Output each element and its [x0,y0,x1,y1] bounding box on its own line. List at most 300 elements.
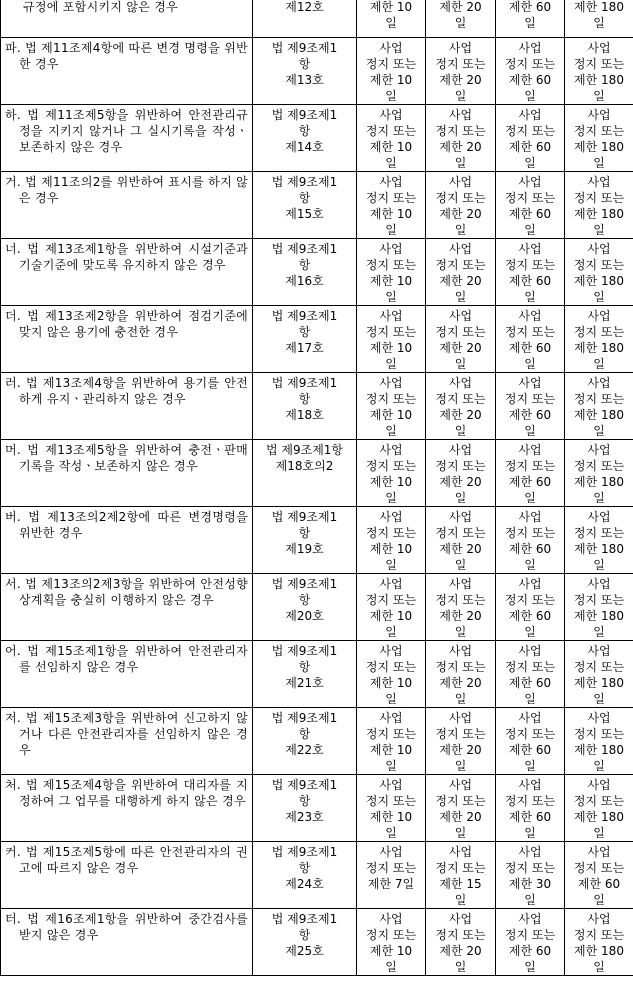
cell-line: 정지 또는 [365,660,417,674]
cell-line: 일 [593,156,605,170]
cell-line: 정지 또는 [365,57,417,71]
cell-line: 사업 [448,845,473,859]
cell-line: 제한 60 [508,810,552,824]
penalty-third-violation-cell [496,842,565,909]
penalty-second-violation-cell [426,775,496,842]
cell-line: 제한 10 [369,207,413,221]
penalty-second-violation-cell [426,842,496,909]
cell-line: 제한 180 [574,341,624,355]
cell-line: 정지 또는 [435,459,486,473]
penalty-first-violation-cell [357,105,426,172]
cell-line: 일 [454,893,467,907]
cell-line: 사업 [379,711,403,725]
cell-line: 사업 [448,711,473,725]
cell-line: 사업 [448,175,473,189]
cell-line: 정지 또는 [435,392,486,406]
cell-line: 정지 또는 [573,727,625,741]
violation-description-cell [1,842,253,909]
cell-line: 정지 또는 [365,191,417,205]
cell-line: 사업 [518,711,542,725]
table-row [1,440,633,507]
cell-line: 제한 20 [439,408,482,422]
cell-line: 정지 또는 [365,928,417,942]
cell-line: 일 [524,692,536,706]
cell-line: 제한 10 [369,609,413,623]
cell-line: 일 [385,558,397,572]
cell-line: 정지 또는 [435,191,486,205]
cell-line: 일 [524,424,536,438]
penalty-first-violation-cell [357,373,426,440]
cell-line: 제한 10 [369,542,413,556]
cell-line: 일 [524,357,536,371]
cell-line: 제한 10 [369,408,413,422]
penalty-second-violation-cell [426,909,496,976]
cell-line: 제한 10 [369,341,413,355]
cell-line: 정지 또는 [504,526,556,540]
table-row [1,574,633,641]
cell-line: 제한 180 [574,542,624,556]
cell-line: 일 [454,558,467,572]
legal-basis-cell: 법 제9조제1 항 제22호 [253,708,357,775]
cell-line: 일 [454,156,467,170]
cell-line: 제한 10 [369,743,413,757]
cell-line: 제한 60 [508,408,552,422]
penalty-fourth-violation-cell [565,775,633,842]
penalty-first-violation-cell [357,239,426,306]
cell-line: 사업 [379,912,403,926]
penalty-fourth-violation-cell [565,306,633,373]
cell-line: 제한 20 [439,73,482,87]
cell-line: 사업 [379,778,403,792]
cell-line: 정지 또는 [365,861,417,875]
legal-basis-cell: 법 제9조제1 항 제21호 [253,641,357,708]
cell-line: 일 [385,491,397,505]
cell-line: 사업 [448,778,473,792]
table-row [1,38,633,105]
penalty-second-violation-cell [426,507,496,574]
cell-line: 일 [454,357,467,371]
cell-line: 제한 180 [574,609,624,623]
violation-description: 규정에 포함시키지 않은 경우 [23,0,179,14]
legal-basis-cell: 법 제9조제1 항 제15호 [253,172,357,239]
cell-line: 정지 또는 [504,593,556,607]
cell-line: 정지 또는 [435,124,486,138]
cell-line: 정지 또는 [365,258,417,272]
violation-description-cell [1,239,253,306]
cell-line: 사업 [518,41,542,55]
cell-line: 사업 [518,175,542,189]
cell-line: 정지 또는 [365,593,417,607]
legal-basis-cell: 법 제9조제1 항 제19호 [253,507,357,574]
cell-line: 제한 30 [508,877,552,891]
cell-line: 제한 10 [369,676,413,690]
penalty-first-violation-cell [357,507,426,574]
penalty-first-violation-cell [357,0,426,38]
cell-line: 일 [524,893,536,907]
cell-line: 사업 [379,443,403,457]
cell-line: 사업 [518,845,542,859]
cell-line: 사업 [587,376,611,390]
cell-line: 정지 또는 [573,258,625,272]
cell-line: 정지 또는 [365,727,417,741]
legal-basis-cell: 법 제9조제1 항 제25호 [253,909,357,976]
cell-line: 정지 또는 [504,928,556,942]
legal-basis-cell: 법 제9조제1 항 제23호 [253,775,357,842]
cell-line: 정지 또는 [365,124,417,138]
violation-description-cell [1,641,253,708]
violation-description-cell [1,306,253,373]
cell-line: 일 [385,424,397,438]
cell-line: 정지 또는 [573,526,625,540]
cell-line: 제한 10 [369,475,413,489]
table-row [1,775,633,842]
legal-basis-cell: 법 제9조제1 항 제13호 [253,38,357,105]
cell-line: 정지 또는 [504,660,556,674]
cell-line: 제한 10 [369,274,413,288]
cell-line: 일 [524,223,536,237]
cell-line: 정지 또는 [504,124,556,138]
cell-line: 제한 20 [439,207,482,221]
cell-line: 일 [454,223,467,237]
violation-description-cell [1,172,253,239]
cell-line: 제한 180 [574,676,624,690]
cell-line: 일 [593,16,605,30]
cell-line: 일 [524,558,536,572]
penalty-first-violation-cell [357,440,426,507]
penalty-third-violation-cell [496,172,565,239]
cell-line: 정지 또는 [435,593,486,607]
cell-line: 일 [454,759,467,773]
cell-line: 제한 20 [439,140,482,154]
cell-line: 사업 [587,443,611,457]
violation-description: 머. 법 제13조제5항을 위반하여 충전ㆍ판매 기록을 작성ㆍ보존하지 않은 경우 [5,443,248,473]
cell-line: 제한 10 [369,140,413,154]
cell-line: 정지 또는 [504,727,556,741]
cell-line: 일 [454,491,467,505]
cell-line: 사업 [448,577,473,591]
penalty-second-violation-cell [426,373,496,440]
legal-basis-cell: 법 제9조제1 항 제17호 [253,306,357,373]
cell-line: 사업 [518,644,542,658]
cell-line: 일 [454,290,467,304]
cell-line: 일 [593,491,605,505]
cell-line: 사업 [448,309,473,323]
cell-line: 사업 [448,644,473,658]
cell-line: 정지 또는 [573,191,625,205]
violation-description: 러. 법 제13조제4항을 위반하여 용기를 안전하게 유지ㆍ관리하지 않은 경우 [5,376,248,406]
cell-line: 제한 10 [369,0,413,14]
table-row [1,0,633,38]
violation-description: 어. 법 제15조제1항을 위반하여 안전관리자를 선임하지 않은 경우 [5,644,248,674]
cell-line: 일 [385,16,397,30]
cell-line: 제한 180 [574,810,624,824]
legal-basis-cell: 법 제9조제1 항 제24호 [253,842,357,909]
table-row [1,239,633,306]
violation-description: 하. 법 제11조제5항을 위반하여 안전관리규정을 지키지 않거나 그 실시기록을 작성ㆍ보존하지 않은 경우 [5,108,248,154]
cell-line: 일 [454,16,467,30]
cell-line: 정지 또는 [504,392,556,406]
cell-line: 일 [524,625,536,639]
violation-description-cell [1,440,253,507]
penalty-second-violation-cell [426,38,496,105]
cell-line: 일 [454,89,467,103]
cell-line: 정지 또는 [435,258,486,272]
cell-line: 일 [593,759,605,773]
cell-line: 일 [593,558,605,572]
penalty-third-violation-cell [496,373,565,440]
cell-line: 정지 또는 [435,325,486,339]
cell-line: 일 [385,223,397,237]
cell-line: 제한 60 [508,341,552,355]
table-row [1,909,633,976]
penalty-second-violation-cell [426,641,496,708]
cell-line: 정지 또는 [573,392,625,406]
cell-line: 사업 [448,108,473,122]
penalty-fourth-violation-cell [565,440,633,507]
table-row [1,172,633,239]
violation-description: 더. 법 제13조제2항을 위반하여 점검기준에 맞지 않은 용기에 충전한 경우 [5,309,248,339]
cell-line: 사업 [379,510,403,524]
cell-line: 일 [593,357,605,371]
cell-line: 제한 60 [508,274,552,288]
cell-line: 정지 또는 [435,57,486,71]
cell-line: 제한 10 [369,810,413,824]
penalty-third-violation-cell [496,507,565,574]
table-row [1,708,633,775]
table-row [1,306,633,373]
cell-line: 제한 60 [508,73,552,87]
penalty-third-violation-cell [496,306,565,373]
penalty-second-violation-cell [426,440,496,507]
table-row [1,842,633,909]
cell-line: 사업 [587,845,611,859]
cell-line: 일 [593,223,605,237]
cell-line: 사업 [448,912,473,926]
cell-line: 제한 180 [574,207,624,221]
penalty-first-violation-cell [357,708,426,775]
violation-description-cell [1,507,253,574]
cell-line: 일 [593,625,605,639]
cell-line: 사업 [518,443,542,457]
cell-line: 사업 [518,108,542,122]
penalty-fourth-violation-cell [565,641,633,708]
penalty-third-violation-cell [496,574,565,641]
cell-line: 사업 [379,845,403,859]
cell-line: 사업 [587,644,611,658]
cell-line: 사업 [379,175,403,189]
cell-line: 일 [593,960,605,974]
cell-line: 일 [593,893,605,907]
cell-line: 사업 [587,175,611,189]
penalty-first-violation-cell [357,38,426,105]
cell-line: 제한 20 [439,475,482,489]
cell-line: 일 [593,89,605,103]
cell-line: 사업 [587,41,611,55]
cell-line: 제한 180 [574,73,624,87]
legal-basis-cell: 법 제9조제1 항 제20호 [253,574,357,641]
cell-line: 제한 20 [439,743,482,757]
cell-line: 제한 10 [369,944,413,958]
cell-line: 제한 20 [439,341,482,355]
cell-line: 일 [524,89,536,103]
penalty-third-violation-cell [496,0,565,38]
cell-line: 일 [524,16,536,30]
cell-line: 정지 또는 [504,459,556,473]
penalty-third-violation-cell [496,38,565,105]
cell-line: 일 [385,156,397,170]
cell-line: 사업 [518,309,542,323]
cell-line: 일 [385,290,397,304]
cell-line: 정지 또는 [573,124,625,138]
cell-line: 일 [524,759,536,773]
cell-line: 사업 [379,108,403,122]
cell-line: 사업 [587,912,611,926]
cell-line: 일 [593,424,605,438]
cell-line: 일 [524,826,536,840]
penalty-fourth-violation-cell [565,842,633,909]
cell-line: 제한 180 [574,408,624,422]
penalty-fourth-violation-cell [565,172,633,239]
legal-basis-cell: 법 제9조제1 항 제18호 [253,373,357,440]
cell-line: 사업 [379,376,403,390]
cell-line: 제한 60 [508,743,552,757]
cell-line: 정지 또는 [365,325,417,339]
cell-line: 정지 또는 [573,794,625,808]
cell-line: 제한 60 [577,877,621,891]
cell-line: 정지 또는 [504,794,556,808]
cell-line: 사업 [518,242,542,256]
cell-line: 정지 또는 [573,928,625,942]
violation-description: 저. 법 제15조제3항을 위반하여 신고하지 않거나 다른 안전관리자를 선임하지 않은 경우 [5,711,248,757]
cell-line: 제한 60 [508,542,552,556]
legal-basis-cell: 법 제9조제1 항 제14호 [253,105,357,172]
cell-line: 사업 [587,108,611,122]
table-row [1,105,633,172]
cell-line: 정지 또는 [435,660,486,674]
violation-description: 터. 법 제16조제1항을 위반하여 중간검사를 받지 않은 경우 [5,912,248,942]
table-row [1,373,633,440]
cell-line: 사업 [379,644,403,658]
table-row [1,507,633,574]
cell-line: 일 [524,960,536,974]
cell-line: 정지 또는 [573,593,625,607]
cell-line: 일 [593,290,605,304]
cell-line: 일 [385,692,397,706]
penalty-second-violation-cell [426,172,496,239]
cell-line: 정지 또는 [504,57,556,71]
penalty-fourth-violation-cell [565,239,633,306]
cell-line: 제한 60 [508,609,552,623]
cell-line: 제한 60 [508,0,552,14]
cell-line: 일 [454,625,467,639]
penalty-second-violation-cell [426,239,496,306]
cell-line: 정지 또는 [573,57,625,71]
penalty-second-violation-cell [426,0,496,38]
cell-line: 제한 15 [439,877,482,891]
cell-line: 사업 [587,711,611,725]
penalty-fourth-violation-cell [565,909,633,976]
cell-line: 사업 [587,242,611,256]
cell-line: 제한 180 [574,274,624,288]
violation-description-cell [1,373,253,440]
cell-line: 일 [385,357,397,371]
cell-line: 일 [454,424,467,438]
cell-line: 정지 또는 [365,459,417,473]
cell-line: 제한 10 [369,73,413,87]
violation-description: 버. 법 제13조의2제2항에 따른 변경명령을 위반한 경우 [5,510,248,540]
cell-line: 정지 또는 [435,727,486,741]
cell-line: 사업 [379,577,403,591]
cell-line: 정지 또는 [435,794,486,808]
cell-line: 정지 또는 [573,325,625,339]
cell-line: 일 [454,960,467,974]
penalty-fourth-violation-cell [565,574,633,641]
cell-line: 사업 [587,510,611,524]
violation-description-cell [1,775,253,842]
violation-description-cell [1,38,253,105]
cell-line: 제한 20 [439,810,482,824]
violation-description: 서. 법 제13조의2제3항을 위반하여 안전성향상계획을 충실히 이행하지 않은 경우 [5,577,248,607]
cell-line: 제한 60 [508,207,552,221]
penalty-first-violation-cell [357,641,426,708]
cell-line: 정지 또는 [365,794,417,808]
cell-line: 사업 [518,510,542,524]
cell-line: 제한 7일 [367,877,415,891]
penalty-fourth-violation-cell [565,373,633,440]
violation-description-cell [1,0,253,38]
cell-line: 일 [385,89,397,103]
cell-line: 일 [524,290,536,304]
cell-line: 제한 60 [508,140,552,154]
cell-line: 사업 [587,577,611,591]
legal-basis-cell: 법 제9조제1항 제18호의2 [253,440,357,507]
cell-line: 제한 20 [439,609,482,623]
penalty-third-violation-cell [496,641,565,708]
cell-line: 일 [385,625,397,639]
cell-line: 사업 [448,443,473,457]
cell-line: 사업 [518,912,542,926]
penalty-third-violation-cell [496,440,565,507]
cell-line: 사업 [518,376,542,390]
cell-line: 사업 [448,376,473,390]
cell-line: 일 [454,692,467,706]
cell-line: 제한 20 [439,676,482,690]
cell-line: 일 [524,491,536,505]
penalty-first-violation-cell [357,574,426,641]
cell-line: 제한 20 [439,542,482,556]
cell-line: 사업 [448,510,473,524]
penalty-third-violation-cell [496,708,565,775]
penalty-third-violation-cell [496,909,565,976]
cell-line: 일 [385,960,397,974]
penalty-fourth-violation-cell [565,507,633,574]
cell-line: 사업 [587,778,611,792]
violation-description-cell [1,105,253,172]
penalty-first-violation-cell [357,909,426,976]
cell-line: 일 [454,826,467,840]
penalty-fourth-violation-cell [565,708,633,775]
cell-line: 일 [385,826,397,840]
legal-basis-cell: 제12호 [253,0,357,38]
cell-line: 정지 또는 [573,660,625,674]
cell-line: 정지 또는 [435,928,486,942]
cell-line: 사업 [379,41,403,55]
violation-description: 너. 법 제13조제1항을 위반하여 시설기준과 기술기준에 맞도록 유지하지 않은 경우 [5,242,248,272]
cell-line: 정지 또는 [573,861,625,875]
penalty-fourth-violation-cell [565,38,633,105]
penalty-first-violation-cell [357,842,426,909]
cell-line: 사업 [587,309,611,323]
